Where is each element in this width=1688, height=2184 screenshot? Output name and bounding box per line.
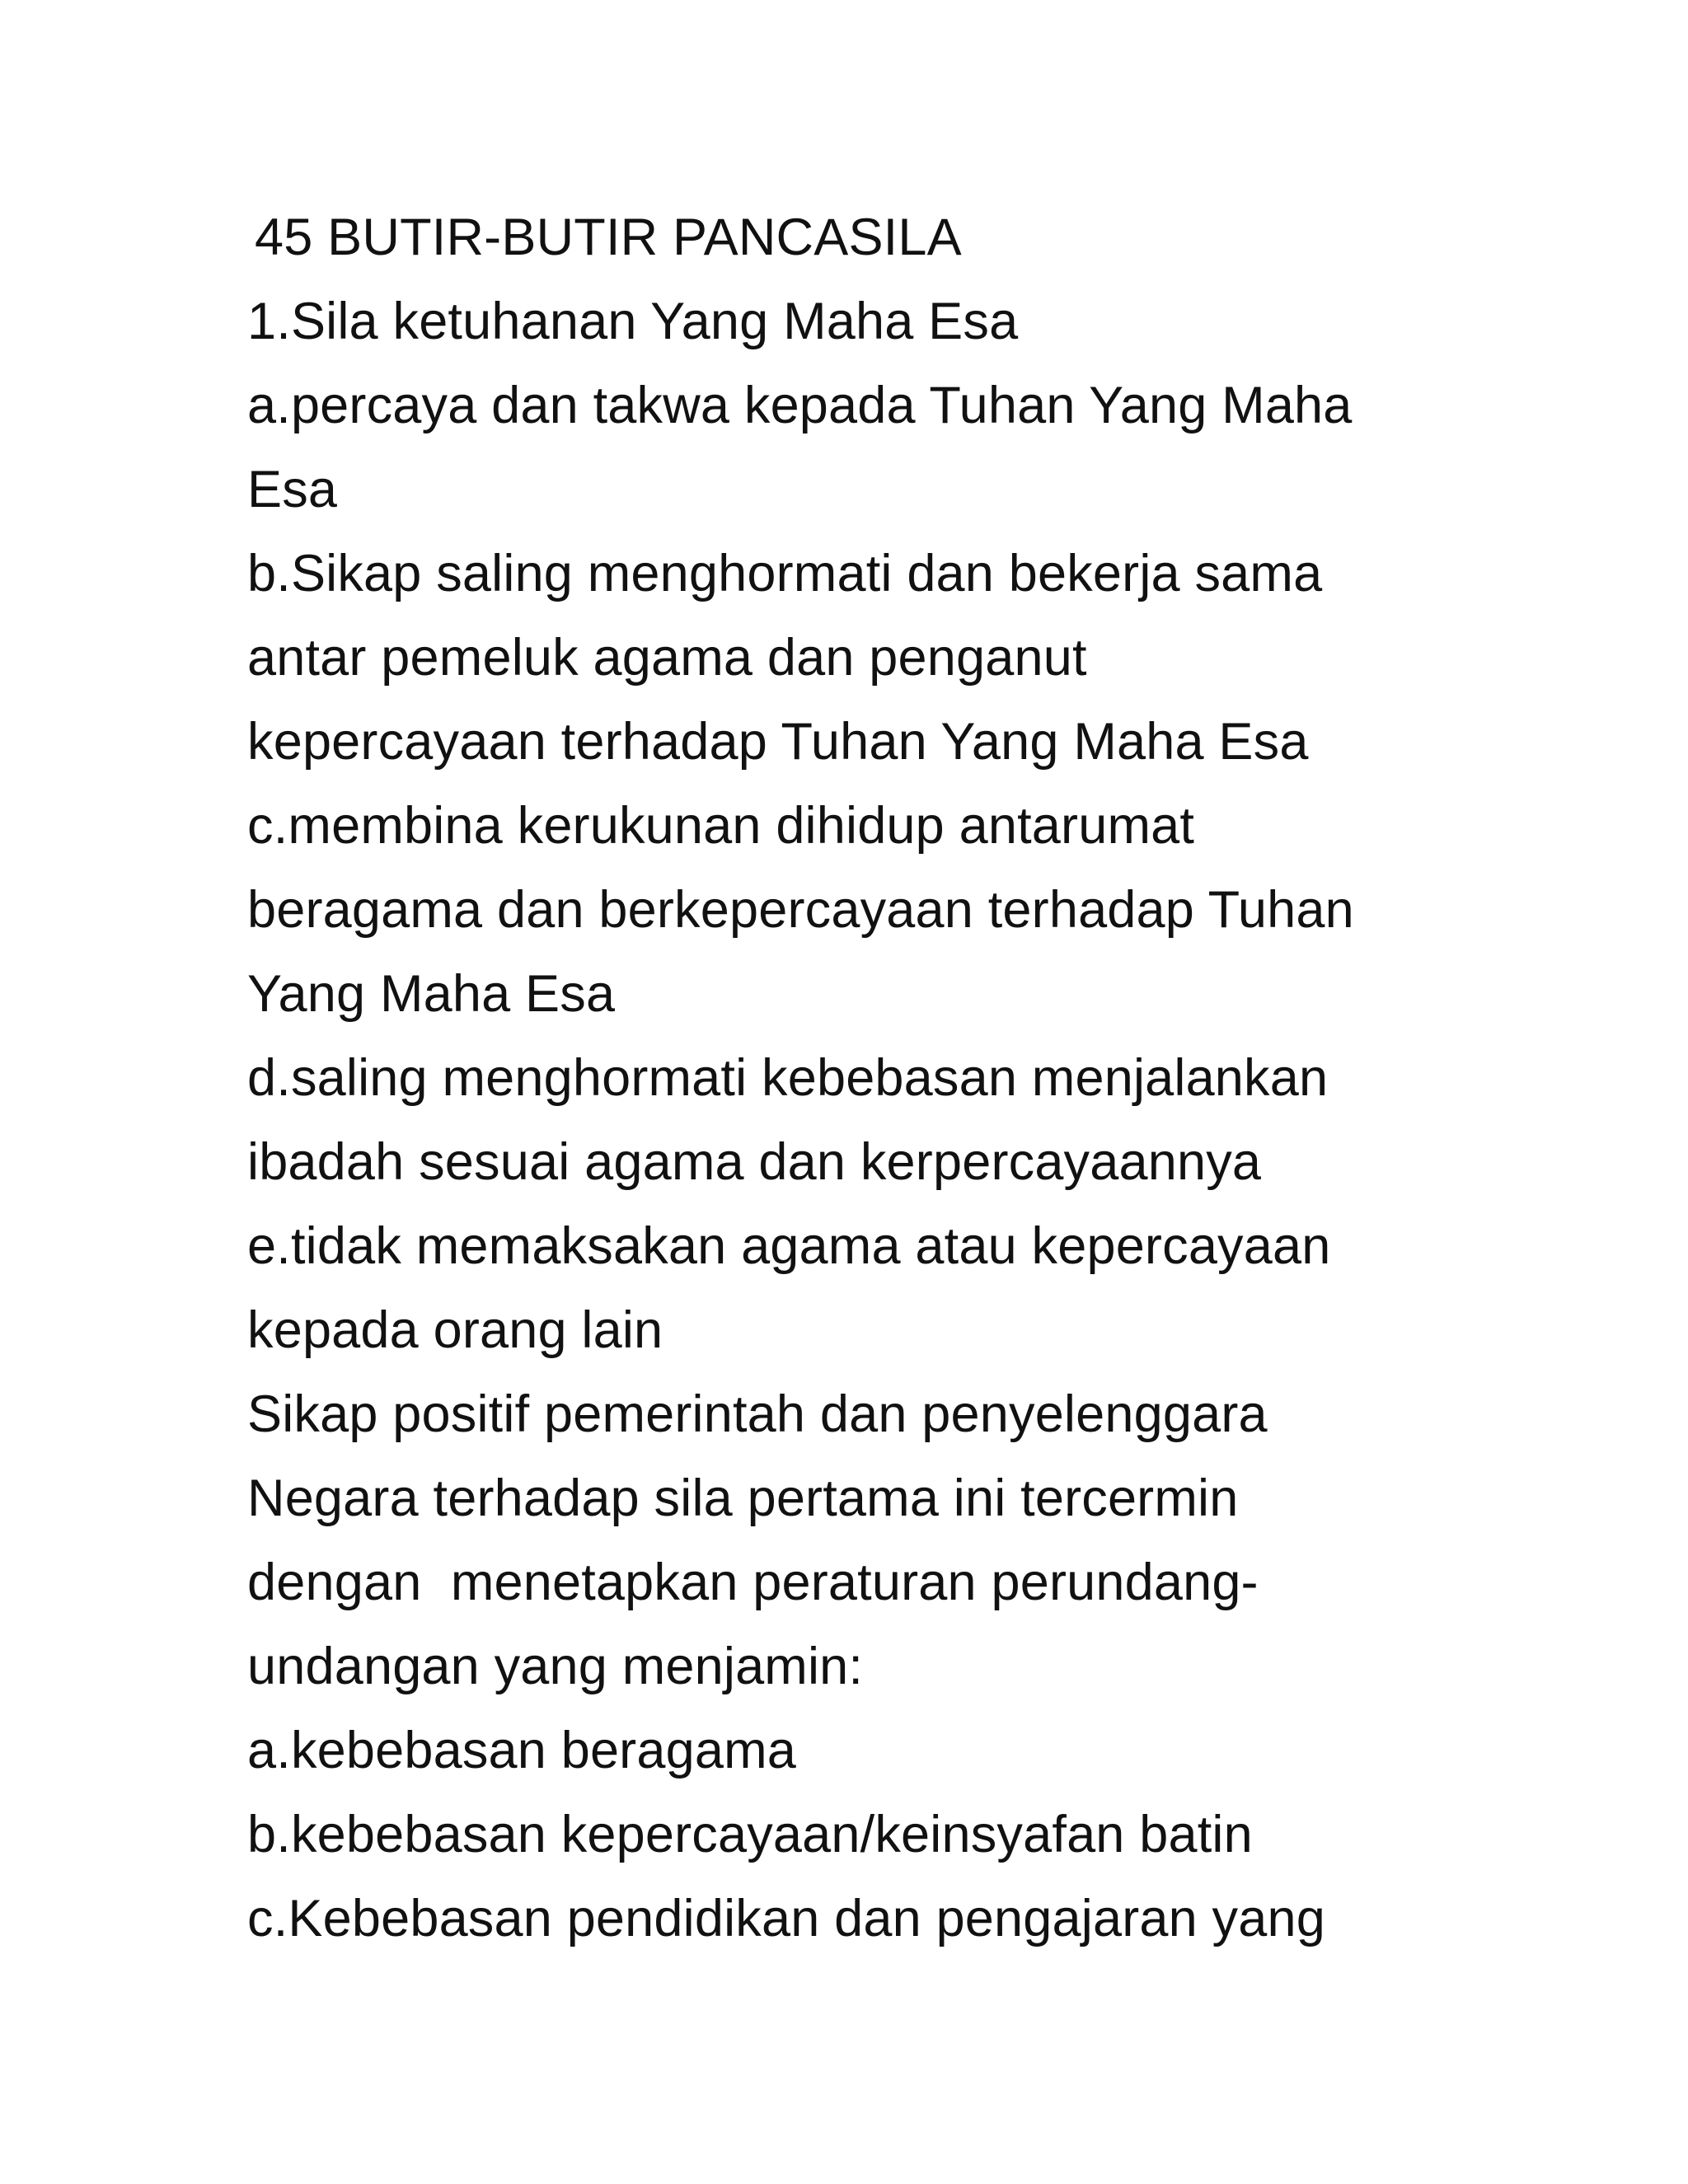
text-line: kepada orang lain — [247, 1301, 663, 1359]
text-line: Yang Maha Esa — [247, 965, 616, 1023]
document-title: 45 BUTIR-BUTIR PANCASILA — [255, 209, 962, 266]
text-line: c.membina kerukunan dihidup antarumat — [247, 797, 1195, 855]
text-line: Negara terhadap sila pertama ini tercermin — [247, 1469, 1239, 1527]
document-body — [247, 195, 1484, 1961]
text-line: b.Sikap saling menghormati dan bekerja sama — [247, 545, 1323, 602]
text-line: Sikap positif pemerintah dan penyelenggara — [247, 1385, 1268, 1443]
text-line: Esa — [247, 461, 338, 518]
text-line: a.kebebasan beragama — [247, 1722, 796, 1779]
text-line: 1.Sila ketuhanan Yang Maha Esa — [247, 293, 1019, 350]
text-line: beragama dan berkepercayaan terhadap Tuhan — [247, 881, 1354, 939]
text-line: ibadah sesuai agama dan kerpercayaannya — [247, 1133, 1262, 1191]
text-line: a.percaya dan takwa kepada Tuhan Yang Maha — [247, 377, 1353, 434]
text-line: kepercayaan terhadap Tuhan Yang Maha Esa — [247, 713, 1309, 771]
text-line: undangan yang menjamin: — [247, 1638, 864, 1695]
text-line: e.tidak memaksakan agama atau kepercayaan — [247, 1217, 1331, 1275]
text-line: dengan menetapkan peraturan perundang- — [247, 1554, 1259, 1611]
text-line: c.Kebebasan pendidikan dan pengajaran yang — [247, 1890, 1325, 1947]
text-line: antar pemeluk agama dan penganut — [247, 629, 1087, 687]
text-line: b.kebebasan kepercayaan/keinsyafan batin — [247, 1806, 1253, 1863]
text-line: d.saling menghormati kebebasan menjalankan — [247, 1049, 1329, 1107]
